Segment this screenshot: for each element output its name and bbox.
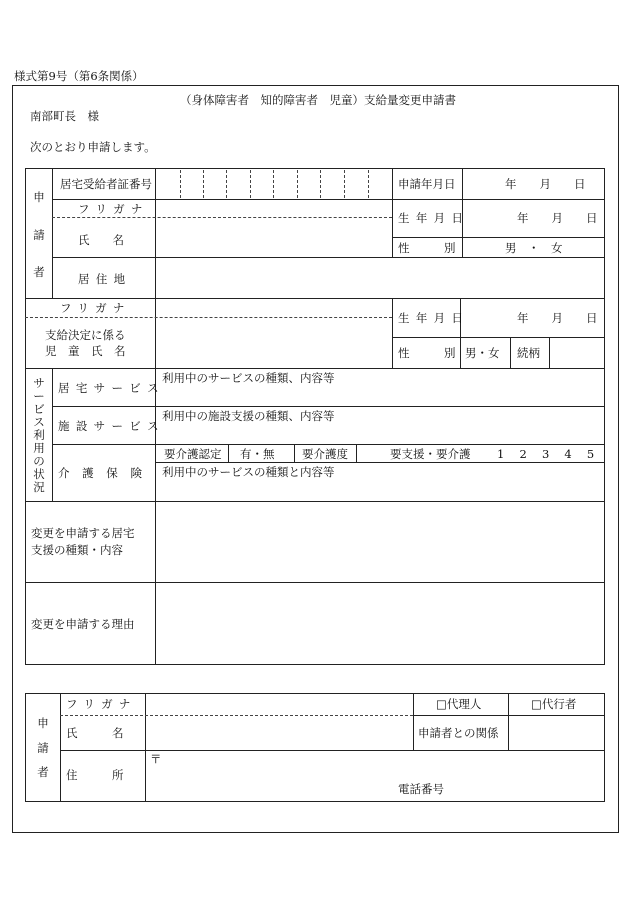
applicant-side-2: 請 xyxy=(33,228,45,242)
child-sex-value: 男・女 xyxy=(465,346,500,360)
applicant-dob-value: 年 月 日 xyxy=(517,211,598,225)
care-cert-value: 有・無 xyxy=(240,447,275,461)
submitter-relation-label: 申請者との関係 xyxy=(418,726,499,740)
care-level-label: 要介護度 xyxy=(302,447,348,461)
application-date-value: 年 月 日 xyxy=(505,177,586,191)
change-content-label-2: 支援の種類・内容 xyxy=(31,543,123,557)
change-reason-label: 変更を申請する理由 xyxy=(31,617,135,631)
applicant-furigana-label: フリガナ xyxy=(78,202,149,216)
submitter-address-label: 住 所 xyxy=(66,768,124,782)
facility-service-note: 利用中の施設支援の種類、内容等 xyxy=(162,409,335,423)
change-content-field[interactable] xyxy=(158,504,602,580)
facility-service-label: 施設サービス xyxy=(58,419,165,433)
care-level-value: 要支援・要介護 xyxy=(390,447,471,461)
service-side-1: サ xyxy=(33,376,45,390)
service-side-7: の xyxy=(33,454,45,468)
child-relation-label: 続柄 xyxy=(517,346,540,360)
postal-mark: 〒 xyxy=(150,752,162,766)
submitter-side-2: 請 xyxy=(37,741,49,755)
applicant-sex-label: 性 別 xyxy=(398,241,456,255)
service-side-3: ビ xyxy=(33,402,45,416)
submitter-side-3: 者 xyxy=(37,765,49,779)
applicant-sex-value: 男 ・ 女 xyxy=(505,241,563,255)
submitter-side-1: 申 xyxy=(37,716,49,730)
care-level-numbers: 1 2 3 4 5 xyxy=(497,447,595,461)
home-service-note: 利用中のサービスの種類、内容等 xyxy=(162,371,335,385)
applicant-side-1: 申 xyxy=(33,190,45,204)
cert-number-label: 居宅受給者証番号 xyxy=(60,177,152,191)
child-name-label-1: 支給決定に係る xyxy=(45,328,126,342)
child-furigana-label: フリガナ xyxy=(60,301,131,315)
submitter-name-label: 氏 名 xyxy=(66,726,124,740)
intro-text: 次のとおり申請します。 xyxy=(30,140,156,154)
form-number: 様式第9号（第6条関係） xyxy=(14,69,144,83)
child-sex-label: 性 別 xyxy=(398,346,456,360)
care-cert-label: 要介護認定 xyxy=(164,447,222,461)
proxy-checkbox[interactable]: □代理人 xyxy=(436,697,482,711)
change-reason-field[interactable] xyxy=(158,585,602,663)
service-side-5: 利 xyxy=(33,428,45,442)
change-content-label-1: 変更を申請する居宅 xyxy=(31,526,135,540)
submitter-furigana-label: フリガナ xyxy=(66,697,137,711)
applicant-side-3: 者 xyxy=(33,265,45,279)
phone-label: 電話番号 xyxy=(398,782,444,796)
child-name-label-2: 児 童 氏 名 xyxy=(45,344,126,358)
care-insurance-note: 利用中のサービスの種類と内容等 xyxy=(162,465,335,479)
service-side-8: 状 xyxy=(33,467,45,481)
service-side-4: ス xyxy=(33,415,45,429)
child-dob-value: 年 月 日 xyxy=(517,311,598,325)
form-title: （身体障害者 知的障害者 児童）支給量変更申請書 xyxy=(180,93,456,107)
application-date-label: 申請年月日 xyxy=(398,177,456,191)
applicant-address-label: 居住地 xyxy=(78,272,132,286)
service-side-6: 用 xyxy=(33,441,45,455)
addressee: 南部町長 様 xyxy=(30,109,99,123)
care-insurance-label: 介護保険 xyxy=(58,466,155,480)
service-side-2: ー xyxy=(33,389,45,403)
applicant-dob-label: 生年月日 xyxy=(398,211,470,225)
child-dob-label: 生年月日 xyxy=(398,311,470,325)
applicant-name-label: 氏 名 xyxy=(78,233,124,247)
home-service-label: 居宅サービス xyxy=(58,381,165,395)
agent-checkbox[interactable]: □代行者 xyxy=(531,697,577,711)
service-side-9: 況 xyxy=(33,480,45,494)
